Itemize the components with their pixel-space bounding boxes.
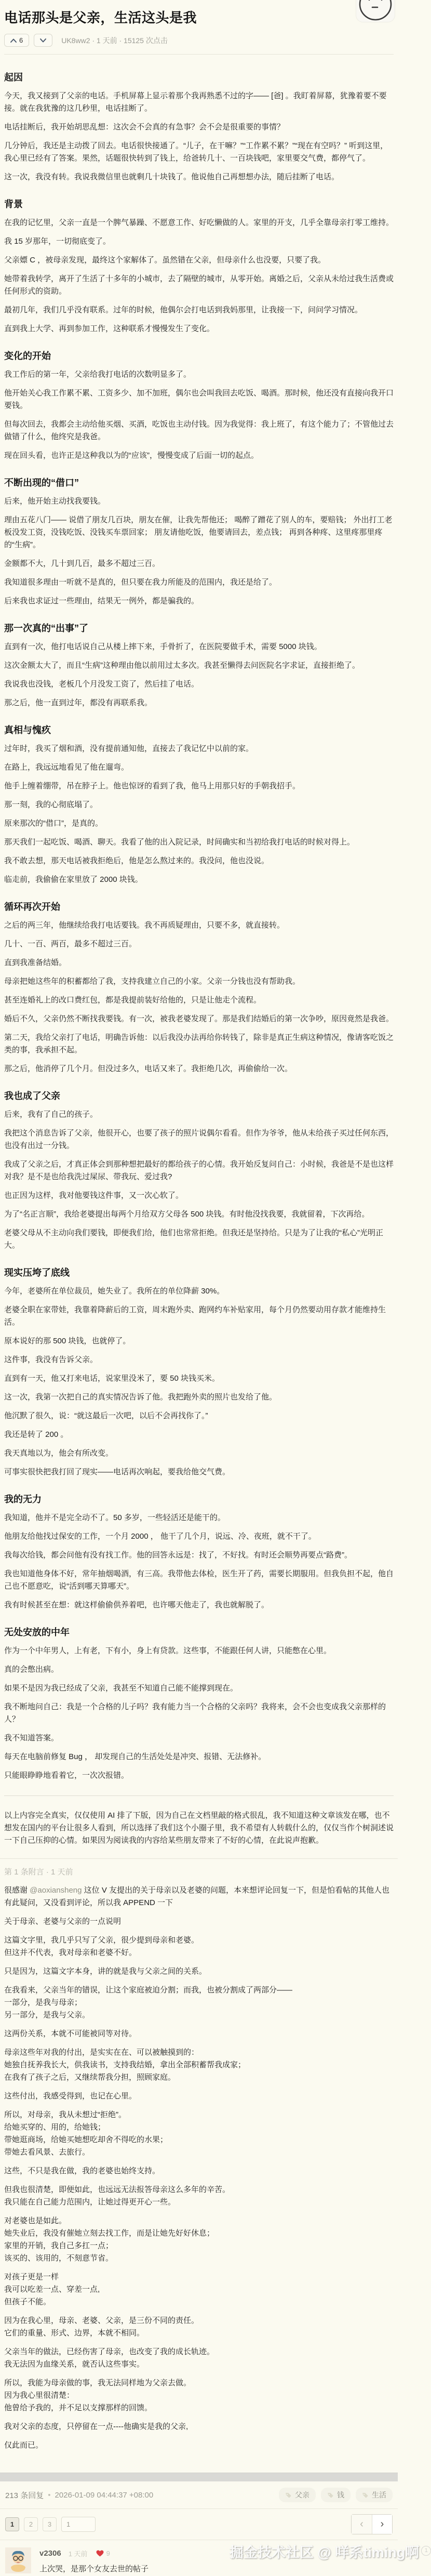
appendix-header: 第 1 条附言 · 1 天前 bbox=[4, 1868, 73, 1877]
paragraph: 这次金额太大了，而且“生病”这种理由他以前用过太多次。我甚至懒得去问医院名字求证，直接拒绝了。 bbox=[4, 661, 360, 670]
paragraph: 之后的两三年，他继续给我打电话要钱。我不再质疑理由，只要不多，就直接转。 bbox=[4, 921, 285, 930]
paragraph: 后来，他开始主动找我要钱。 bbox=[4, 497, 106, 506]
bullet-separator: • bbox=[48, 2490, 51, 2500]
paragraph: 她带着我转学，离开了生活了十多年的小城市，去了隔壁的城市，从零开始。离婚之后，父亲从未给过我生活费或任何形式的资助。 bbox=[4, 274, 394, 296]
paragraph: 现在回头看，也许正是这种我以为的“应该”，慢慢变成了后面一切的起点。 bbox=[4, 451, 259, 460]
page-button-current[interactable]: 1 bbox=[5, 2517, 19, 2531]
appendix-paragraph: 但我也很清楚，即便如此，也远远无法报答母亲这么多年的辛苦。 我只能在自己能力范围内，让她过得更开心一些。 bbox=[4, 2185, 231, 2207]
paragraph: 但每次回去，我都会主动给他买烟、买酒，吃饭也主动付钱。因为我觉得：我上班了，有这个能力了；不管他过去做错了什么，他终究是我爸。 bbox=[4, 420, 394, 441]
paragraph: 我知道，他并不是完全动不了。50 多岁，一些轻活还是能干的。 bbox=[4, 1513, 225, 1522]
section-heading: 循环再次开始 bbox=[4, 902, 60, 912]
paragraph: 可事实很快把我打回了现实——电话再次响起，要我给他交气费。 bbox=[4, 1468, 231, 1476]
paragraph: 作为一个中年男人，上有老，下有小，身上有贷款。这些事，不能跟任何人讲，只能憋在心里。 bbox=[4, 1646, 332, 1655]
appendix-paragraph: 在我看来，父亲当年的错误，让这个家庭被迫分割；而我，也被分割成了两部分—— 一部分，是我与母亲； 另一部分，是我与父亲。 bbox=[4, 1986, 293, 2019]
appendix-paragraph: 母亲这些年对我的付出，是实实在在、可以被触摸到的： 她独自抚养我长大，供我读书，支持我结婚，拿出全部积蓄帮我成家； 在我有了孩子之后，又继续帮我分担，照顾家庭。 bbox=[4, 2048, 246, 2082]
page-buttons bbox=[5, 2517, 96, 2532]
page-button[interactable]: 2 bbox=[24, 2517, 38, 2531]
paragraph: 直到我准备结婚。 bbox=[4, 958, 67, 967]
paragraph: 临走前，我偷偷在家里放了 2000 块钱。 bbox=[4, 875, 143, 884]
paragraph: 老婆全职在家带娃，我靠着降薪后的工资，周末跑外卖、跑网约车补贴家用，每个月仍然要动用存款才能维持生活。 bbox=[4, 1305, 386, 1327]
appendix-thanks: 很感谢 @aoxiansheng 这位 V 友提出的关于母亲以及老婆的问题，本来想评论回复一下，但是怕看帖的其他人也有此疑问，又没看到评论，所以我 APPEND 一下 bbox=[4, 1886, 389, 1907]
appendix-label: 第 1 条附言 bbox=[4, 1868, 44, 1877]
page-title: 电话那头是父亲，生活这头是我 bbox=[4, 10, 197, 25]
paragraph: 第二天，我给父亲打了电话，明确告诉他：以后我没办法再给你转钱了，除非是真正生病这种情况，像请客吃饭之类的事，我承担不起。 bbox=[4, 1033, 394, 1054]
comment-meta bbox=[39, 2548, 393, 2558]
appendix-paragraph: 只是因为，这篇文字本身，讲的就是我与父亲之间的关系。 bbox=[4, 1967, 207, 1976]
section-heading: 不断出现的“借口” bbox=[4, 478, 79, 488]
paragraph: 我不敢去想，那天电话被我拒绝后，他是怎么熬过来的。我没问，他也没说。 bbox=[4, 856, 270, 865]
topic-content bbox=[0, 55, 398, 1782]
meta-detail: · 1 天前 · 15125 次点击 bbox=[90, 36, 168, 45]
paragraph: 直到我上大学、再到参加工作，这种联系才慢慢发生了变化。 bbox=[4, 324, 215, 333]
paragraph: 我工作后的第一年，父亲给我打电话的次数明显多了。 bbox=[4, 370, 192, 379]
section-heading: 那一次真的“出事”了 bbox=[4, 623, 88, 633]
comment-time: 1 天前 bbox=[68, 2550, 88, 2558]
paragraph: 如果不是因为我已经成了父亲，我甚至不知道自己能不能撑到现在。 bbox=[4, 1684, 238, 1693]
paragraph: 几十、一百、两百，最多不超过三百。 bbox=[4, 940, 137, 948]
header-divider bbox=[4, 54, 394, 55]
appendix-paragraph: 我对父亲的态度，只停留在一点----他确实是我的父亲, bbox=[4, 2422, 188, 2431]
paragraph: 直到有一次，他打电话说自己从楼上摔下来，手骨折了，在医院要做手术，需要 5000 块钱。 bbox=[4, 642, 322, 651]
upvote-button[interactable] bbox=[4, 34, 29, 47]
section-heading: 真相与愧疚 bbox=[4, 725, 51, 735]
paragraph: 那一刻，我的心彻底塌了。 bbox=[4, 800, 98, 809]
paragraph: 甚至连婚礼上的改口费红包，都是我提前装好给他的，只是让他走个流程。 bbox=[4, 996, 262, 1005]
op-avatar[interactable] bbox=[356, 0, 395, 22]
tag-label: 钱 bbox=[337, 2491, 344, 2499]
paragraph: 我成了父亲之后，才真正体会到那种想把最好的都给孩子的心情。我开始反复问自己：小时候，我爸是不是也这样对我？是不是也给我洗过屎尿、带我玩、爱过我? bbox=[4, 1160, 394, 1181]
appendix-paragraph: 父亲当年的做法，已经伤害了母亲，也改变了我的成长轨迹。 我无法因为血缘关系，就否认这些事实。 bbox=[4, 2347, 215, 2369]
paragraph: 他手上缠着绷带，吊在脖子上。他也惊讶的看到了我，他马上用那只好的手朝我招手。 bbox=[4, 782, 301, 790]
paragraph: 那之后，他一直到过年，都没有再联系我。 bbox=[4, 698, 153, 707]
watermark-text: 掘金技术社区 @ 咩系timing啊 bbox=[230, 2545, 420, 2560]
stats-row bbox=[0, 2481, 398, 2508]
paragraph: 这一次，我没有转。我说我微信里也就剩几十块钱了。他说他自己再想想办法，随后挂断了电话。 bbox=[4, 173, 340, 181]
paragraph: 后来我也求证过一些理由，结果无一例外，都是骗我的。 bbox=[4, 597, 199, 605]
paragraph: 为了“名正言顺”，我给老婆提出每两个月给双方父母各 500 块钱。有时他没找我要，我就留着，下次再给。 bbox=[4, 1210, 370, 1219]
paragraph: 金额都不大，几十到几百，最多不超过三百。 bbox=[4, 559, 160, 568]
paragraph: 母亲把她这些年的积蓄都给了我，支持我建立自己的小家。父亲一分钱也没有帮助我。 bbox=[4, 977, 301, 986]
content-divider bbox=[4, 1795, 394, 1796]
heart-count: 9 bbox=[106, 2549, 110, 2557]
watermark-badge: 1 bbox=[421, 2546, 431, 2556]
section-heading: 我的无力 bbox=[4, 1494, 42, 1504]
paragraph: 电话挂断后，我开始胡思乱想：这次会不会真的有急事？会不会是很重要的事情？ bbox=[4, 123, 285, 131]
page-button[interactable]: 3 bbox=[43, 2517, 57, 2531]
upvote-count: 6 bbox=[19, 36, 23, 44]
tag-chip[interactable] bbox=[321, 2488, 351, 2502]
reply-count: 213 条回复 bbox=[5, 2491, 44, 2500]
paragraph: 我有时候甚至在想：就这样偷偷供养着吧，也许哪天他走了，我也就解脱了。 bbox=[4, 1601, 270, 1609]
pagination-row bbox=[0, 2509, 398, 2540]
section-heading: 起因 bbox=[4, 72, 23, 83]
paragraph: 理由五花八门—— 说借了朋友几百块，朋友在催，让我先帮他还； 喝醉了蹭花了别人的车，要赔钱； 外出打工老板没发工资，没钱吃饭、没钱买车票回家； 朋友请他吃饭，他要请回去，差点钱； 再到各种疼、这里疼那里疼的“生病”。 bbox=[4, 516, 393, 549]
section-heading: 无处安放的中年 bbox=[4, 1627, 70, 1637]
appendix-paragraph: 所以，对母亲，我从未想过“拒绝”。 给她买穿的、用的，给她钱； 带她逛商场，给她买她想吃却舍不得吃的水果； 带她去看风景、去旅行。 bbox=[4, 2110, 168, 2157]
author-link[interactable]: UK8ww2 bbox=[61, 36, 90, 45]
paragraph: 几分钟后，我还是主动拨了回去。电话很快接通了。“儿子，在干嘛？”“工作累不累？”“现在有空吗？” 听到这里，我心里已经有了答案。果然，话题很快转到了钱上，给爸转几十、一百块钱吧，家里要交气费，都停气了。 bbox=[4, 141, 388, 163]
appendix-paragraph: 所以，我能为母亲做的事，我无法同样地为父亲去做。 因为我心里很清楚： 他曾给予我的，并不足以支撑那样的回馈。 bbox=[4, 2379, 192, 2412]
section-heading: 背景 bbox=[4, 199, 23, 209]
paragraph: 只能眼睁睁地看着它，一次次报错。 bbox=[4, 1771, 129, 1780]
paragraph: 也正因为这样，我对他要钱这件事，又一次心软了。 bbox=[4, 1191, 184, 1200]
section-heading: 我也成了父亲 bbox=[4, 1091, 60, 1101]
paragraph: 直到有一天，他又打来电话，说家里没米了，要 50 块钱买米。 bbox=[4, 1374, 220, 1383]
tag-label: 父亲 bbox=[295, 2491, 309, 2499]
section-separator bbox=[0, 2473, 398, 2481]
paragraph: 原本说好的那 500 块钱，也就停了。 bbox=[4, 1337, 131, 1345]
paragraph: 那天我们一起吃饭、喝酒、聊天。我看了他的出入院记录，时间确实和当初给我打电话的时候对得上。 bbox=[4, 838, 355, 847]
paragraph: 最初几年，我们几乎没有联系。过年的时候，他偶尔会打电话到我妈那里，让我接一下，问问学习情况。 bbox=[4, 306, 363, 314]
chevron-up-icon bbox=[10, 38, 17, 43]
paragraph: 后来，我有了自己的孩子。 bbox=[4, 1110, 98, 1119]
comment-body bbox=[39, 2547, 393, 2574]
appendix-paragraph: 关于母亲、老婆与父亲的一点说明 bbox=[4, 1917, 122, 1926]
appendix-paragraph: 因为在我心里，母亲、老婆、父亲，是三份不同的责任。 它们的重量、形式、边界，本就不相同。 bbox=[4, 2316, 199, 2337]
paragraph: 老婆父母从不主动向我们要钱，即便我们给，他们也常常拒绝。但我还是坚持给。只是为了让我的“私心”光明正大。 bbox=[4, 1228, 383, 1250]
doodle-face-icon bbox=[356, 0, 395, 22]
paragraph: 婚后不久，父亲仍然不断找我要钱。有一次，被我老婆发现了。那是我们结婚后的第一次争吵，原因竟然是我爸。 bbox=[4, 1014, 394, 1023]
tag-icon bbox=[362, 2492, 369, 2499]
appendix-paragraph: 仅此而已。 bbox=[4, 2441, 44, 2450]
pager-nav bbox=[351, 2514, 393, 2534]
topic-meta bbox=[61, 35, 168, 46]
appendix-block bbox=[0, 1858, 398, 2467]
paragraph: 我每次给钱，都会问他有没有找工作。他的回答永远是：找了，不好找。有时还会顺势再要点“路费”。 bbox=[4, 1551, 352, 1560]
commenter-avatar[interactable] bbox=[5, 2547, 31, 2573]
topic-header bbox=[0, 0, 398, 55]
next-page-button[interactable]: › bbox=[372, 2515, 392, 2534]
paragraph: 他开始关心我工作累不累、工资多少、加不加班，偶尔也会叫我回去吃饭、喝酒。那时候，他还没有直接向我开口要钱。 bbox=[4, 389, 394, 410]
topic-meta-row bbox=[4, 34, 394, 47]
paragraph: 真的会憋出病。 bbox=[4, 1665, 59, 1674]
heart-icon bbox=[96, 2550, 104, 2557]
paragraph: 这件事，我没有告诉父亲。 bbox=[4, 1355, 98, 1364]
tag-chip[interactable] bbox=[279, 2488, 316, 2502]
paragraph: 过年时，我买了烟和酒，没有提前通知他，直接去了我记忆中以前的家。 bbox=[4, 744, 254, 753]
appendix-paragraph: 对孩子更是一样 我可以吃差一点、穿差一点, 但孩子不能。 bbox=[4, 2273, 100, 2306]
paragraph: 今年，老婆所在单位裁员，她失业了。我所在的单位降薪 30%。 bbox=[4, 1287, 225, 1296]
appendix-paragraph: 这些，不只是我在做，我的老婆也始终支持。 bbox=[4, 2167, 160, 2175]
paragraph: 我 15 岁那年，一切彻底变了。 bbox=[4, 237, 111, 246]
appendix-paragraph: 对老婆也是如此。 她失业后，我没有催她立刻去找工作，而是让她先好好休息； 家里的开销，我自己多扛一点； 该买的、该用的，不刻意节省。 bbox=[4, 2216, 215, 2263]
appendix-time: 1 天前 bbox=[51, 1868, 73, 1877]
paragraph: 我不断地问自己：我是一个合格的儿子吗？我有能力当一个合格的父亲吗？我将来，会不会也变成我父亲那样的人？ bbox=[4, 1702, 386, 1724]
paragraph: 我知道很多理由一听就不是真的，但只要在我力所能及的范围内，我还是给了。 bbox=[4, 578, 277, 587]
paragraph: 这一次，我第一次把自己的真实情况告诉了他。我把跑外卖的照片也发给了他。 bbox=[4, 1393, 277, 1402]
paragraph: 我把这个消息告诉了父亲，他很开心，也要了孩子的照片说偶尔看看。但作为爷爷，他从未给孩子买过任何东西，也没有出过一分钱。 bbox=[4, 1129, 394, 1150]
downvote-button[interactable] bbox=[34, 34, 52, 47]
page-number-input[interactable] bbox=[61, 2517, 96, 2532]
paragraph: 我天真地以为，他会有所改变。 bbox=[4, 1449, 114, 1458]
other-page-buttons bbox=[24, 2517, 57, 2531]
tag-chip[interactable] bbox=[356, 2488, 393, 2502]
appendix-paragraph: 这两份关系，本就不可能被同等对待。 bbox=[4, 2029, 137, 2038]
paragraph: 在路上，我远远地看见了他在遛弯。 bbox=[4, 763, 129, 772]
tag-label: 生活 bbox=[372, 2491, 386, 2499]
appendix-paragraphs bbox=[4, 1916, 394, 2452]
appendix-paragraph: 这些付出，我感受得到，也记在心里。 bbox=[4, 2092, 137, 2101]
commenter-username[interactable]: v2306 bbox=[39, 2549, 61, 2558]
tag-list bbox=[279, 2488, 393, 2502]
tag-icon bbox=[327, 2492, 334, 2499]
section-heading: 变化的开始 bbox=[4, 351, 51, 361]
mention-link[interactable]: @aoxiansheng bbox=[30, 1886, 82, 1895]
paragraph: 我还是转了 200 。 bbox=[4, 1430, 69, 1439]
paragraph: 那之后，他消停了几个月。但没过多久，电话又来了。我拒绝几次，再偷偷给一次。 bbox=[4, 1064, 293, 1073]
paragraph: 原来那次的“借口”，是真的。 bbox=[4, 819, 103, 828]
paragraph: 在我的记忆里，父亲一直是一个脾气暴躁、不愿意工作、好吃懒做的人。家里的开支，几乎全靠母亲打零工维持。 bbox=[4, 218, 394, 227]
tag-icon bbox=[285, 2492, 292, 2499]
last-reply-timestamp: 2026-01-09 04:44:37 +08:00 bbox=[55, 2490, 154, 2500]
appendix-paragraph: 这篇文字里，我几乎只写了父亲，很少提到母亲和老婆。 但这并不代表，我对母亲和老婆不好。 bbox=[4, 1936, 199, 1957]
comment-text: 上次哭，是那个女友去世的帖子 bbox=[39, 2565, 149, 2573]
paragraph: 我说我也没钱，老板几个月没发工资了，然后挂了电话。 bbox=[4, 680, 199, 689]
comment-row bbox=[0, 2540, 428, 2574]
paragraph: 他沉默了很久，说：“就这最后一次吧，以后不会再找你了。” bbox=[4, 1411, 208, 1420]
postscript-paragraph: 以上内容完全真实，仅仅使用 AI 排了下版，因为自己在文档里敲的格式很乱，我不知道这种文章该发在哪，也不想发在国内的平台让很多人看到，所以选择了我们这个小圈子里，我不希望有人转载什么的，仅仅当作个树洞述说一下自己压抑的心情。如果因为阅读我的内容给某些朋友带来了不好的心情，在此说声抱歉。 bbox=[4, 1811, 394, 1845]
chevron-down-icon bbox=[40, 38, 46, 43]
paragraph: 每天在电脑前修复 Bug ， 却发现自己的生活处处是冲突、报错、无法修补。 bbox=[4, 1752, 266, 1761]
section-heading: 现实压垮了底线 bbox=[4, 1267, 70, 1278]
paragraph: 他朋友给他找过保安的工作，一个月 2000 ， 他干了几个月，说远、冷、夜班，就不干了。 bbox=[4, 1532, 316, 1541]
paragraph: 父亲嫖 C ，被母亲发现，最终这个家解体了。虽然错在父亲，但母亲什么也没要，只要了我。 bbox=[4, 256, 326, 265]
cartoon-avatar-icon bbox=[5, 2547, 31, 2573]
paragraph: 今天，我又接到了父亲的电话。手机屏幕上显示着那个我再熟悉不过的字—— [爸] 。我盯着屏幕，犹豫着要不要接。就在我犹豫的这几秒里，电话挂断了。 bbox=[4, 91, 387, 113]
prev-page-button[interactable]: ‹ bbox=[352, 2515, 372, 2534]
paragraph: 我不知道答案。 bbox=[4, 1734, 59, 1742]
reply-stats bbox=[5, 2490, 153, 2501]
paragraph: 我也知道他身体不好，常年抽烟喝酒，有三高。我带他去体检，医生开了药，需要长期服用。但我负担不起，他自己也不愿意吃，说“活到哪天算哪天”。 bbox=[4, 1569, 394, 1591]
